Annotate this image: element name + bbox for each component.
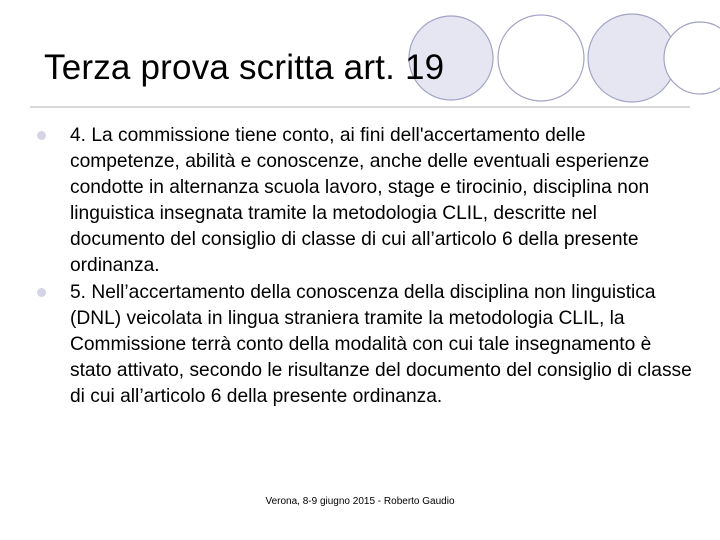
bullet-item — [36, 280, 696, 410]
bullet-list — [36, 123, 696, 410]
title-divider — [30, 106, 690, 108]
slide-footer: Verona, 8-9 giugno 2015 - Roberto Gaudio — [265, 496, 455, 507]
bullet-icon — [37, 131, 46, 140]
bullet-icon — [37, 288, 46, 297]
slide-title: Terza prova scritta art. 19 — [44, 48, 445, 87]
decor-circle-4 — [664, 22, 720, 94]
decor-circle-2 — [498, 15, 584, 101]
bullet-item — [36, 123, 696, 280]
bullet-text: 5. Nell’accertamento della conoscenza della disciplina non linguistica (DNL) veicolata in lingua straniera tramite la metodologia CLIL, la Commissione terrà conto della modalità con cui tale insegnamento è stato attivato, secondo le risultanze del documento del consiglio di classe di cui all’articolo 6 della presente ordinanza. — [70, 281, 692, 407]
decor-circle-3 — [588, 14, 676, 102]
bullet-text: 4. La commissione tiene conto, ai fini dell'accertamento delle competenze, abilità e conoscenze, anche delle eventuali esperienze condotte in alternanza scuola lavoro, stage e tirocinio, disciplina non linguistica insegnata tramite la metodologia CLIL, descritte nel documento del consiglio di classe di cui all’articolo 6 della presente ordinanza. — [70, 125, 650, 277]
